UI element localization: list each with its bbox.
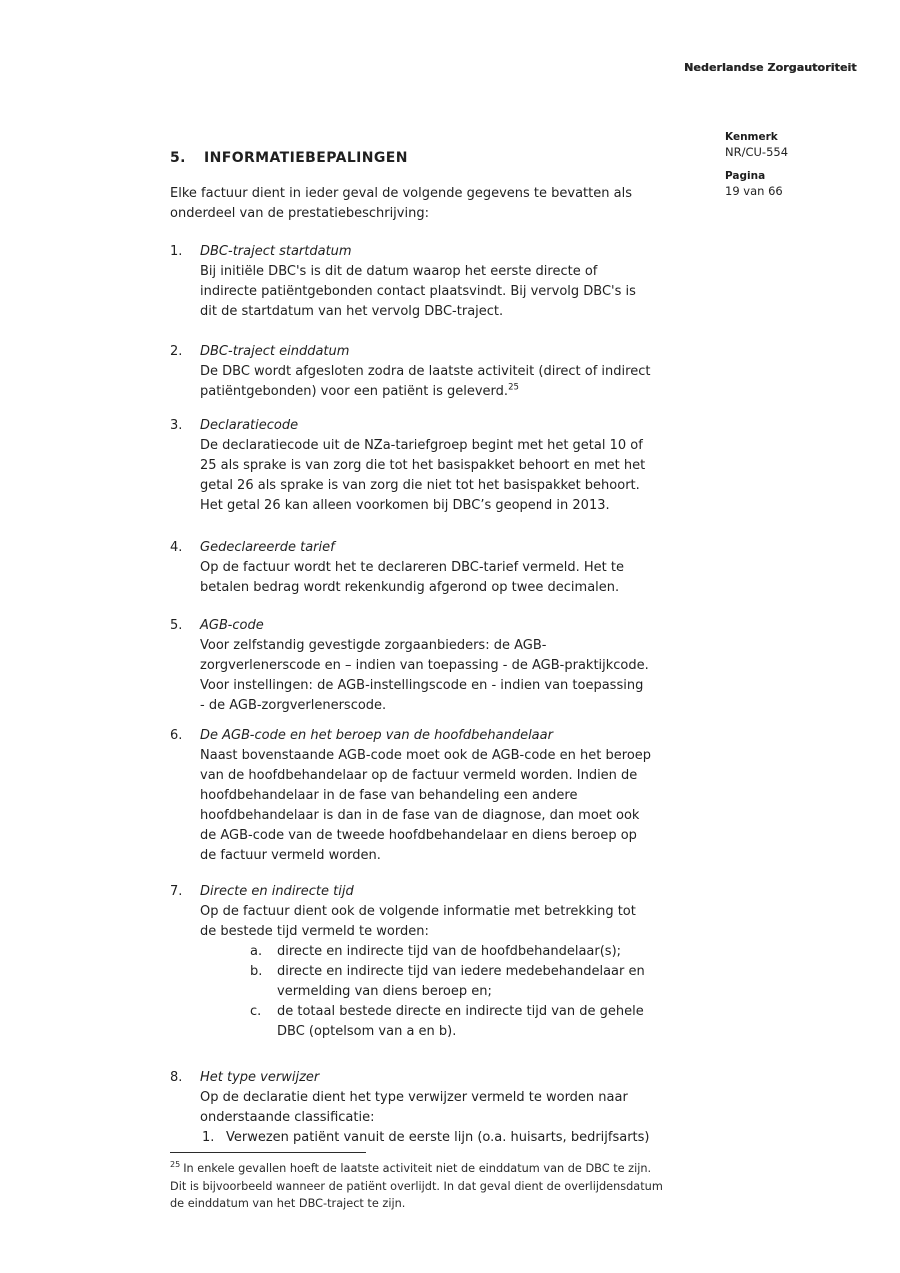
pagina-value: 19 van 66	[725, 184, 783, 198]
footnote-line: de einddatum van het DBC-traject te zijn.	[170, 1197, 406, 1210]
text-line: Verwezen patiënt vanuit de eerste lijn (o.a. huisarts, bedrijfsarts)	[226, 1130, 650, 1145]
item-number: 5.	[170, 618, 183, 633]
list-item-8	[170, 1068, 810, 1148]
text-line: De DBC wordt afgesloten zodra de laatste activiteit (direct of indirect	[200, 364, 651, 379]
text-line: de AGB-code van de tweede hoofdbehandelaar en diens beroep op	[200, 828, 637, 843]
item-number: 2.	[170, 344, 183, 359]
item-title: DBC-traject startdatum	[200, 244, 352, 259]
sub-item-marker: a.	[250, 944, 263, 959]
text-line: Elke factuur dient in ieder geval de volgende gegevens te bevatten als	[170, 186, 632, 201]
sub-item-c	[250, 1002, 810, 1042]
text-line: Op de factuur dient ook de volgende informatie met betrekking tot	[200, 904, 636, 919]
text-line: 25 als sprake is van zorg die tot het basispakket behoort en met het	[200, 458, 646, 473]
text-line: van de hoofdbehandelaar op de factuur vermeld worden. Indien de	[200, 768, 638, 783]
text-line: In enkele gevallen hoeft de laatste activiteit niet de einddatum van de DBC te zijn.	[183, 1162, 652, 1175]
text-line: Naast bovenstaande AGB-code moet ook de AGB-code en het beroep	[200, 748, 652, 763]
item-body	[200, 416, 810, 516]
item-body	[200, 1068, 810, 1148]
sub-item-a	[250, 942, 810, 962]
item-body	[200, 616, 810, 716]
kenmerk-value: NR/CU-554	[725, 145, 789, 159]
text-line: - de AGB-zorgverlenerscode.	[200, 698, 387, 713]
text-line	[200, 382, 810, 402]
text-line: indirecte patiëntgebonden contact plaatsvindt. Bij vervolg DBC's is	[200, 284, 636, 299]
item-body	[200, 342, 810, 402]
text-line: Bij initiële DBC's is dit de datum waarop het eerste directe of	[200, 264, 598, 279]
text-line: DBC (optelsom van a en b).	[277, 1024, 457, 1039]
list-item-5	[170, 616, 810, 716]
item-body	[200, 538, 810, 598]
item-number: 1.	[170, 244, 183, 259]
text-line: de totaal bestede directe en indirecte tijd van de gehele	[277, 1004, 644, 1019]
footnote-ref: 25	[508, 382, 519, 393]
item-number: 4.	[170, 540, 183, 555]
text-line: vermelding van diens beroep en;	[277, 984, 492, 999]
list-item-1	[170, 242, 810, 322]
text-line: Voor zelfstandig gevestigde zorgaanbieders: de AGB-	[200, 638, 547, 653]
list-item-2	[170, 342, 810, 402]
item-title: De AGB-code en het beroep van de hoofdbehandelaar	[200, 728, 553, 743]
footnote	[170, 1152, 810, 1213]
sub-item-1	[202, 1128, 810, 1148]
sub-item-body	[277, 942, 621, 962]
text-line: dit de startdatum van het vervolg DBC-traject.	[200, 304, 504, 319]
list-item-3	[170, 416, 810, 516]
nza-logo: Nederlandse Zorgautoriteit	[684, 61, 857, 74]
item-number: 7.	[170, 884, 183, 899]
text-line: de bestede tijd vermeld te worden:	[200, 924, 429, 939]
footnote-line	[170, 1160, 810, 1178]
text-line: hoofdbehandelaar is dan in de fase van de diagnose, dan moet ook	[200, 808, 640, 823]
item-title: Directe en indirecte tijd	[200, 884, 354, 899]
section-heading	[170, 148, 810, 168]
text-line: directe en indirecte tijd van iedere medebehandelaar en	[277, 964, 645, 979]
list-item-7	[170, 882, 810, 1042]
pagina-label: Pagina	[725, 170, 766, 182]
text-line: onderstaande classificatie:	[200, 1110, 375, 1125]
section-number: 5.	[170, 150, 186, 166]
document-content	[170, 148, 810, 1148]
text-line: zorgverlenerscode en – indien van toepassing - de AGB-praktijkcode.	[200, 658, 649, 673]
item-body	[200, 726, 810, 866]
text-line: onderdeel van de prestatiebeschrijving:	[170, 206, 429, 221]
sub-item-marker: 1.	[202, 1130, 215, 1145]
footnote-line: Dit is bijvoorbeeld wanneer de patiënt overlijdt. In dat geval dient de overlijdensdatum	[170, 1179, 663, 1193]
list-item-4	[170, 538, 810, 598]
item-number: 8.	[170, 1070, 183, 1085]
item-number: 6.	[170, 728, 183, 743]
text-line: hoofdbehandelaar in de fase van behandeling een andere	[200, 788, 578, 803]
sub-item-marker: c.	[250, 1004, 262, 1019]
footnote-separator	[170, 1152, 366, 1153]
footnote-marker: 25	[170, 1160, 181, 1170]
text-line: De declaratiecode uit de NZa-tariefgroep begint met het getal 10 of	[200, 438, 643, 453]
item-number: 3.	[170, 418, 183, 433]
sub-item-marker: b.	[250, 964, 263, 979]
text-line: de factuur vermeld worden.	[200, 848, 381, 863]
item-title: DBC-traject einddatum	[200, 344, 350, 359]
text-line: getal 26 als sprake is van zorg die niet tot het basispakket behoort.	[200, 478, 640, 493]
list-item-6	[170, 726, 810, 866]
sub-item-b	[250, 962, 810, 1002]
sub-item-body	[277, 1002, 644, 1042]
intro-paragraph	[170, 184, 810, 224]
item-title: Declaratiecode	[200, 418, 299, 433]
item-body	[200, 882, 810, 1042]
sub-item-body	[277, 962, 645, 1002]
kenmerk-label: Kenmerk	[725, 131, 778, 143]
text-line: patiëntgebonden) voor een patiënt is geleverd.	[200, 384, 509, 399]
section-title: INFORMATIEBEPALINGEN	[204, 150, 408, 166]
item-title: Gedeclareerde tarief	[200, 540, 335, 555]
item-title: AGB-code	[200, 618, 264, 633]
item-body	[200, 242, 810, 322]
item-title: Het type verwijzer	[200, 1070, 320, 1085]
text-line: Op de declaratie dient het type verwijzer vermeld te worden naar	[200, 1090, 628, 1105]
text-line: Het getal 26 kan alleen voorkomen bij DBC’s geopend in 2013.	[200, 498, 610, 513]
sub-item-body	[226, 1128, 650, 1148]
text-line: directe en indirecte tijd van de hoofdbehandelaar(s);	[277, 944, 622, 959]
text-line: betalen bedrag wordt rekenkundig afgerond op twee decimalen.	[200, 580, 620, 595]
text-line: Op de factuur wordt het te declareren DBC-tarief vermeld. Het te	[200, 560, 624, 575]
text-line: Voor instellingen: de AGB-instellingscode en - indien van toepassing	[200, 678, 644, 693]
